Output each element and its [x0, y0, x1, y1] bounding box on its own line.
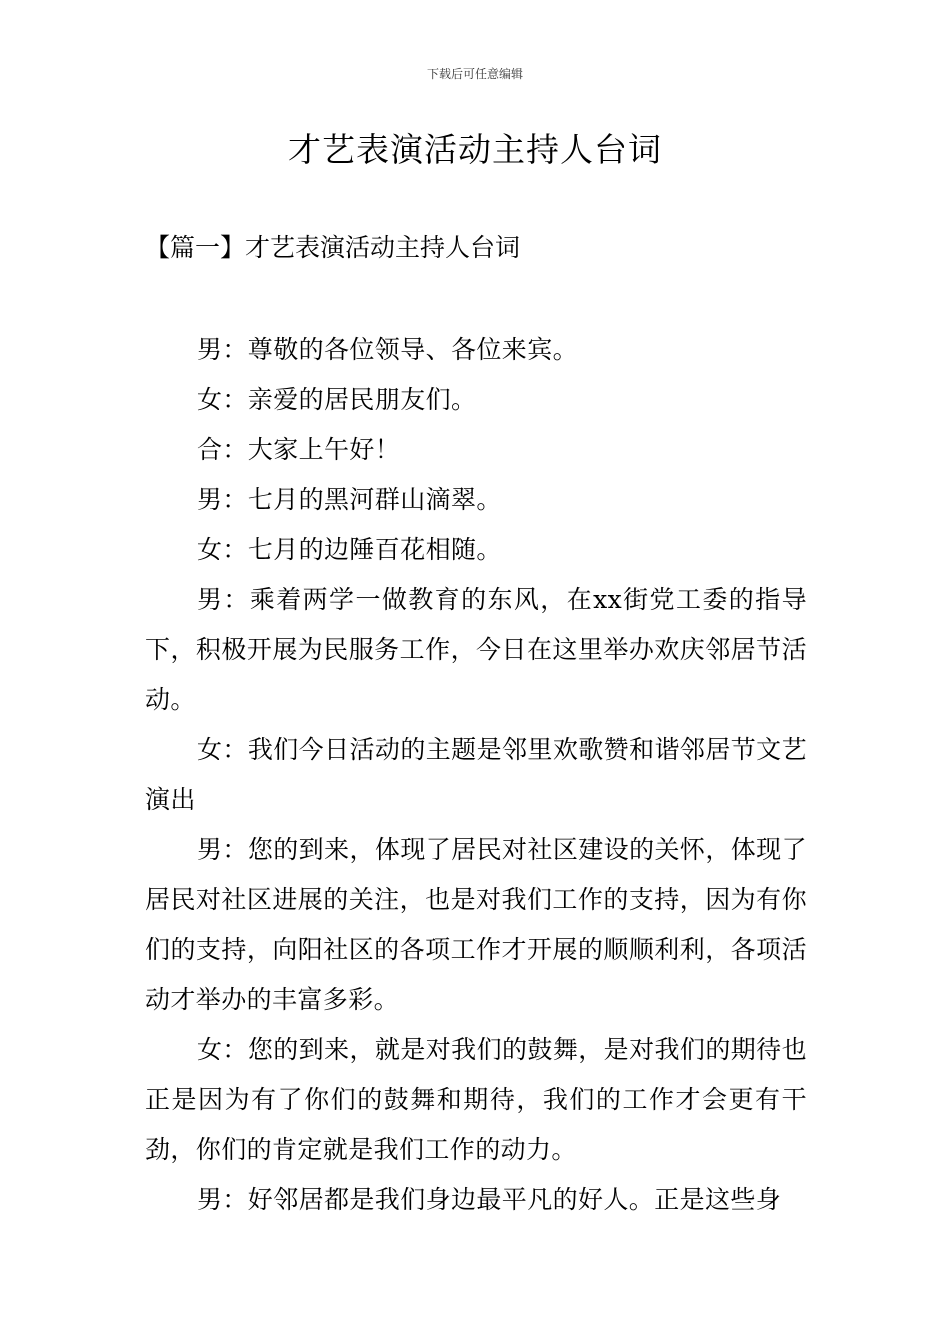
paragraph: 男：七月的黑河群山滴翠。 — [197, 485, 502, 514]
body-text — [145, 325, 807, 1225]
paragraph: 男：尊敬的各位领导、各位来宾。 — [197, 335, 579, 364]
paragraph: 女：亲爱的居民朋友们。 — [197, 385, 477, 414]
paragraph: 合：大家上午好！ — [197, 435, 401, 464]
document-title: 才艺表演活动主持人台词 — [288, 130, 662, 169]
paragraph: 女：七月的边陲百花相随。 — [197, 535, 502, 564]
paragraph: 女：您的到来，就是对我们的鼓舞，是对我们的期待也正是因为有了你们的鼓舞和期待，我们的工作才会更有干劲，你们的肯定就是我们工作的动力。 — [145, 1035, 807, 1164]
paragraph: 男：乘着两学一做教育的东风，在xx街党工委的指导下，积极开展为民服务工作，今日在这里举办欢庆邻居节活动。 — [145, 585, 807, 714]
paragraph: 男：您的到来，体现了居民对社区建设的关怀，体现了居民对社区进展的关注，也是对我们工作的支持，因为有你们的支持，向阳社区的各项工作才开展的顺顺利利，各项活动才举办的丰富多彩。 — [145, 835, 807, 1014]
paragraph: 男：好邻居都是我们身边最平凡的好人。正是这些身 — [197, 1185, 782, 1214]
header-note: 下载后可任意编辑 — [426, 67, 523, 81]
section-heading: 【篇一】才艺表演活动主持人台词 — [145, 233, 521, 262]
paragraph: 女：我们今日活动的主题是邻里欢歌赞和谐邻居节文艺演出 — [145, 735, 807, 814]
